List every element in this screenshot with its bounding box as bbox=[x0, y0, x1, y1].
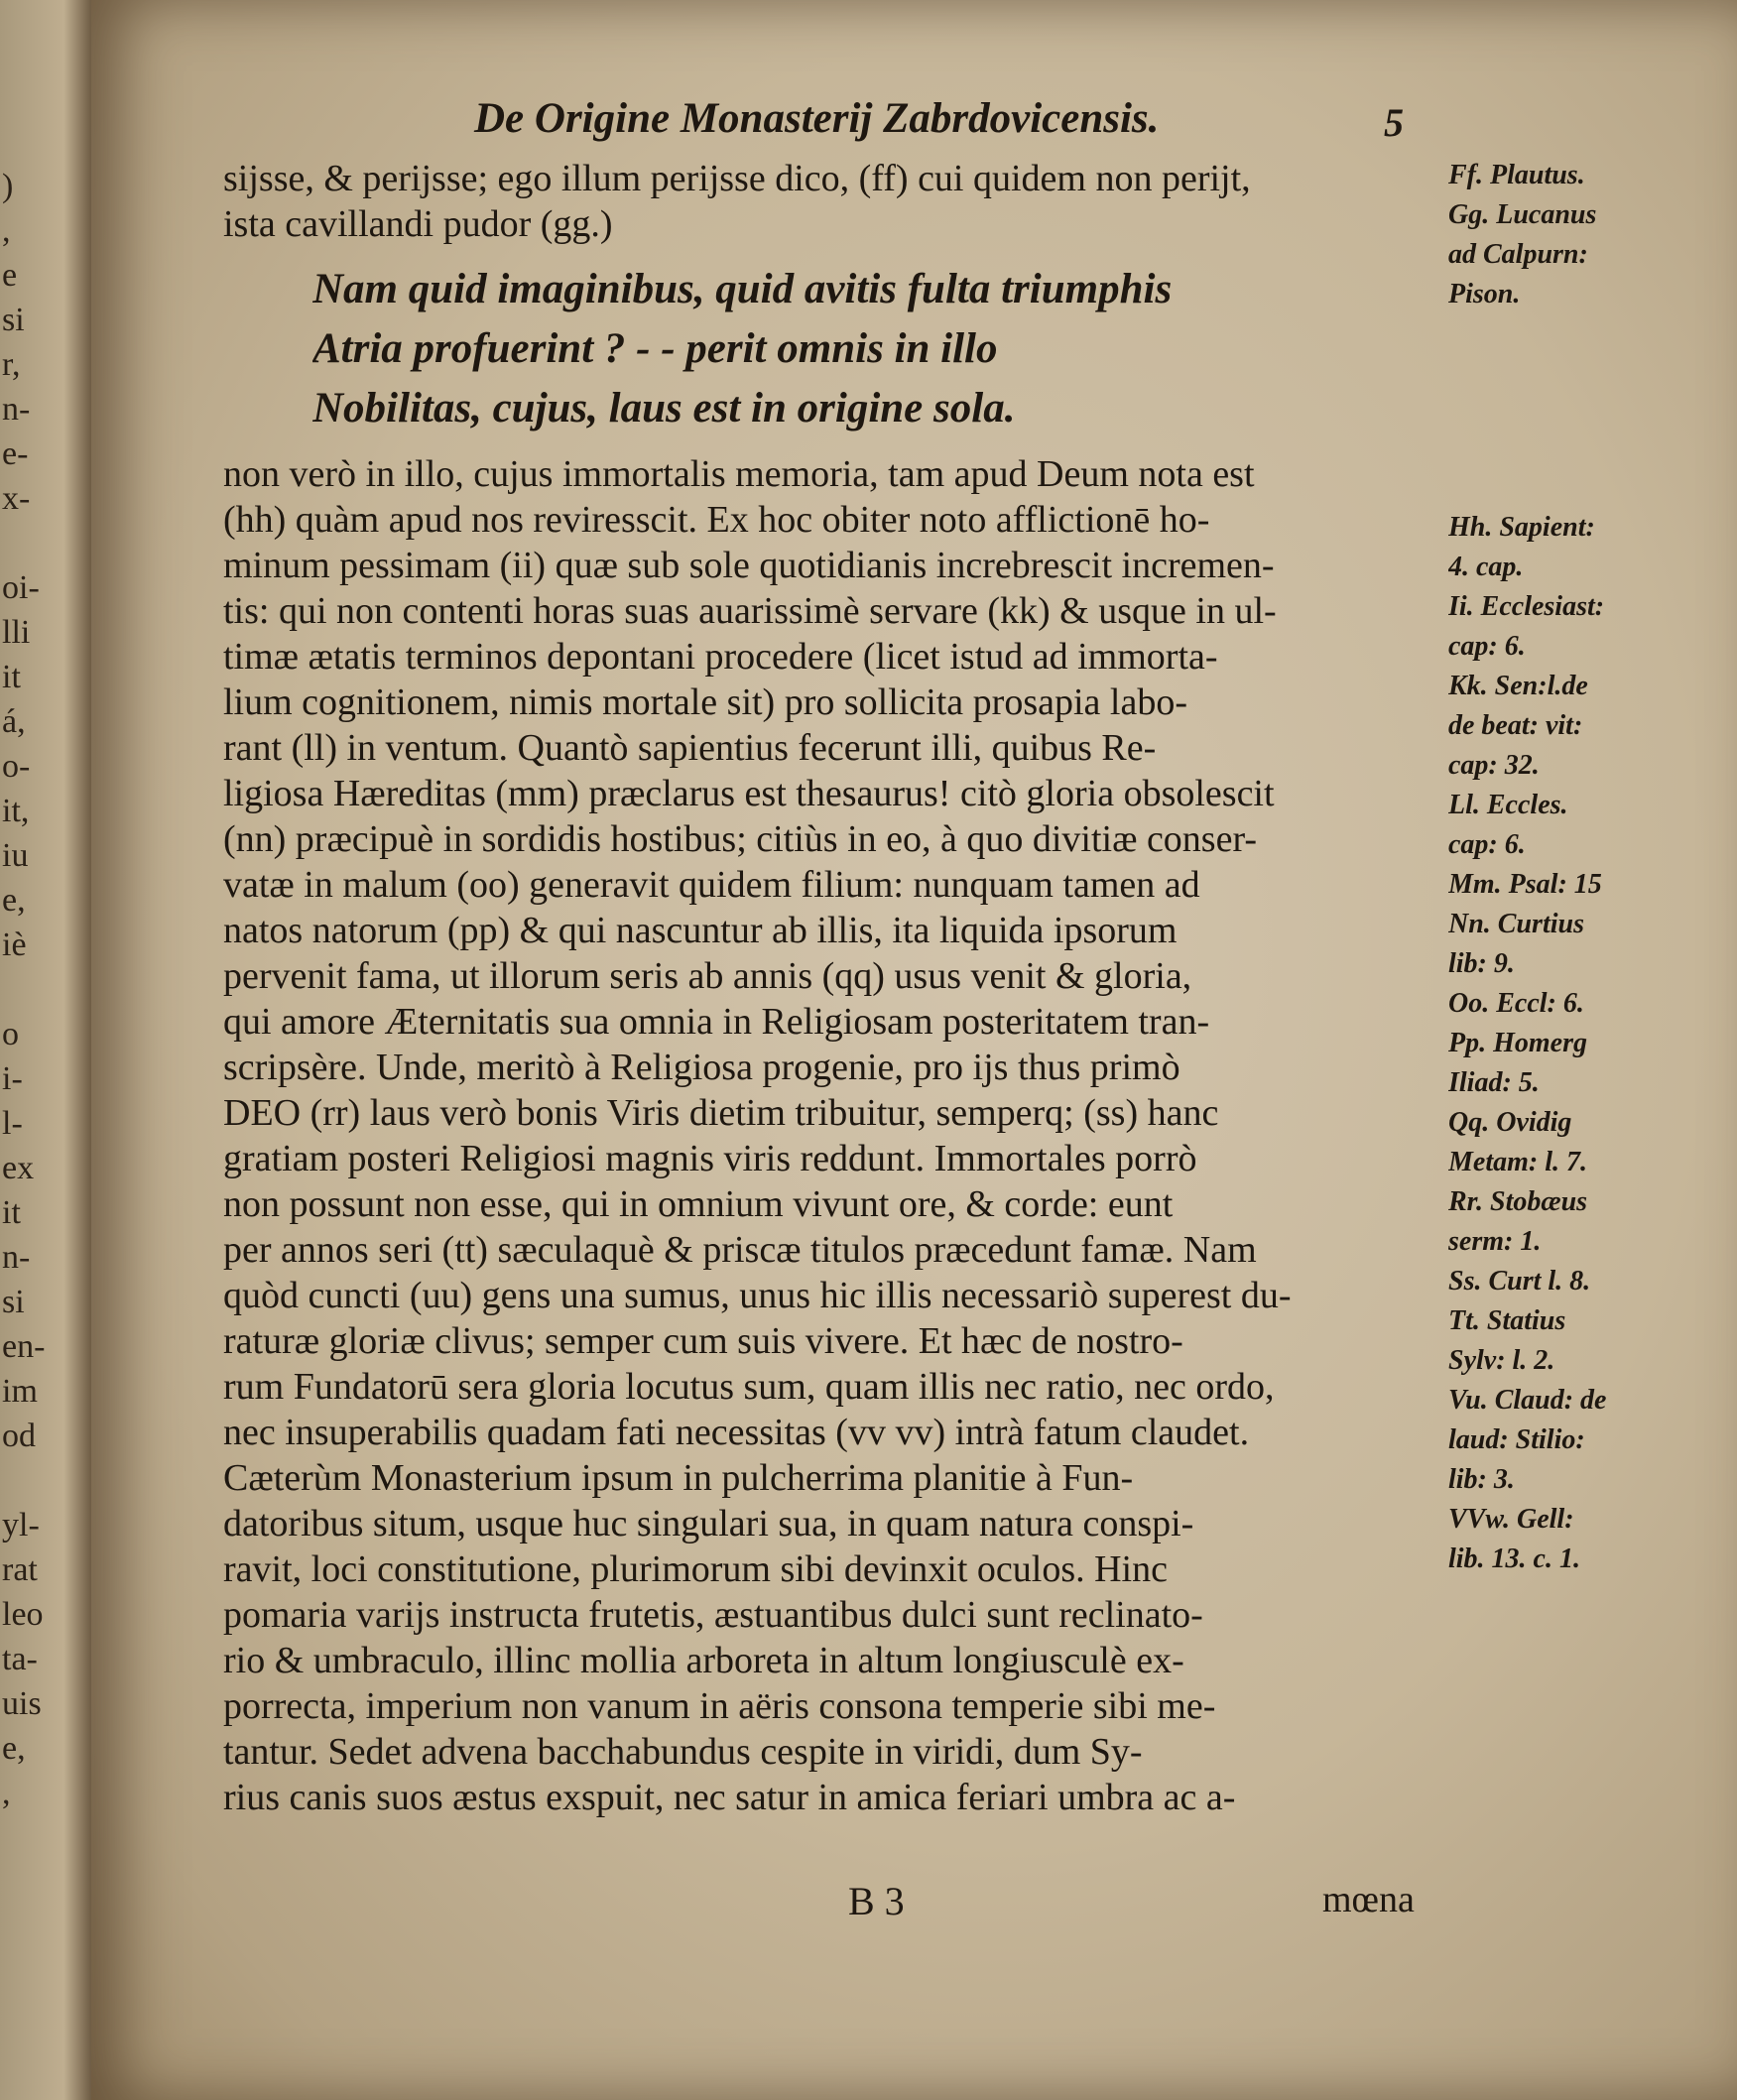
facing-page-fragment: o bbox=[2, 1016, 19, 1052]
text-line: tis: qui non contenti horas suas auarissimè servare (kk) & usque in ul- bbox=[223, 590, 1277, 632]
margin-note: Sylv: l. 2. bbox=[1448, 1345, 1555, 1376]
margin-note: Ii. Ecclesiast: bbox=[1448, 591, 1605, 622]
facing-page-fragment: it bbox=[2, 659, 21, 695]
text-line: gratiam posteri Religiosi magnis viris reddunt. Immortales porrò bbox=[223, 1138, 1197, 1179]
margin-note: ad Calpurn: bbox=[1448, 239, 1588, 270]
facing-page-fragment: ex bbox=[2, 1150, 35, 1186]
facing-page-fragment: e bbox=[2, 257, 18, 294]
text-line: rio & umbraculo, illinc mollia arboreta in altum longiusculè ex- bbox=[223, 1640, 1184, 1681]
facing-page-fragment: en- bbox=[2, 1328, 46, 1365]
signature-mark: B 3 bbox=[848, 1879, 905, 1923]
margin-note: Tt. Statius bbox=[1448, 1305, 1566, 1336]
margin-note: Qq. Ovidig bbox=[1448, 1107, 1572, 1138]
margin-notes-top bbox=[1448, 156, 1726, 314]
facing-page-fragment: ta- bbox=[2, 1641, 38, 1677]
text-line: raturæ gloriæ clivus; semper cum suis vivere. Et hæc de nostro- bbox=[223, 1320, 1183, 1362]
text-line: scripsère. Unde, meritò à Religiosa progenie, pro ijs thus primò bbox=[223, 1047, 1180, 1088]
margin-note: Iliad: 5. bbox=[1448, 1067, 1540, 1098]
verse-line: Nam quid imaginibus, quid avitis fulta triumphis bbox=[312, 266, 1173, 312]
margin-note: lib. 13. c. 1. bbox=[1448, 1544, 1580, 1574]
text-line: natos natorum (pp) & qui nascuntur ab illis, ita liquida ipsorum bbox=[223, 910, 1178, 951]
margin-note: Mm. Psal: 15 bbox=[1448, 869, 1602, 900]
text-line: timæ ætatis terminos depontani procedere (licet istud ad immorta- bbox=[223, 636, 1218, 678]
margin-note: Gg. Lucanus bbox=[1448, 199, 1597, 230]
facing-page-fragment: oi- bbox=[2, 569, 40, 606]
text-line: Cæterùm Monasterium ipsum in pulcherrima planitie à Fun- bbox=[223, 1457, 1134, 1499]
margin-note: laud: Stilio: bbox=[1448, 1424, 1585, 1455]
margin-note: de beat: vit: bbox=[1448, 710, 1583, 741]
facing-page-fragment: i- bbox=[2, 1060, 23, 1097]
facing-page-fragment: yl- bbox=[2, 1507, 40, 1544]
text-line: non possunt non esse, qui in omnium vivunt ore, & corde: eunt bbox=[223, 1183, 1174, 1225]
facing-page-fragment: leo bbox=[2, 1596, 44, 1633]
margin-notes bbox=[1448, 508, 1726, 1579]
margin-note: Pison. bbox=[1448, 279, 1521, 309]
facing-page-fragment: it, bbox=[2, 793, 30, 829]
facing-page-fragment: n- bbox=[2, 1239, 31, 1276]
text-line: rant (ll) in ventum. Quantò sapientius fecerunt illi, quibus Re- bbox=[223, 727, 1157, 769]
verse-quotation bbox=[312, 260, 1172, 438]
catchword: mœna bbox=[1322, 1879, 1415, 1920]
text-line: pervenit fama, ut illorum seris ab annis (qq) usus venit & gloria, bbox=[223, 955, 1192, 997]
facing-page-fragment: o- bbox=[2, 748, 31, 785]
text-line: pomaria varijs instructa frutetis, æstuantibus dulci sunt reclinato- bbox=[223, 1594, 1203, 1636]
margin-note: Metam: l. 7. bbox=[1448, 1147, 1587, 1177]
margin-note: cap: 32. bbox=[1448, 750, 1540, 781]
body-text-top bbox=[223, 156, 1438, 247]
facing-page-fragment: n- bbox=[2, 391, 31, 428]
margin-note: Rr. Stobæus bbox=[1448, 1186, 1588, 1217]
margin-note: Vu. Claud: de bbox=[1448, 1385, 1607, 1416]
facing-page-fragment: si bbox=[2, 302, 25, 338]
facing-page-fragment: uis bbox=[2, 1685, 42, 1722]
facing-page-fragment: , bbox=[2, 1775, 11, 1811]
text-line: datoribus situm, usque huc singulari sua, in quam natura conspi- bbox=[223, 1503, 1194, 1544]
text-line: lium cognitionem, nimis mortale sit) pro sollicita prosapia labo- bbox=[223, 681, 1187, 723]
text-line: minum pessimam (ii) quæ sub sole quotidianis increbrescit incremen- bbox=[223, 545, 1275, 586]
margin-note: Ff. Plautus. bbox=[1448, 160, 1585, 190]
text-line: ravit, loci constitutione, plurimorum sibi devinxit oculos. Hinc bbox=[223, 1548, 1168, 1590]
text-line: quòd cuncti (uu) gens una sumus, unus hic illis necessariò superest du- bbox=[223, 1275, 1292, 1316]
text-line: tantur. Sedet advena bacchabundus cespite in viridi, dum Sy- bbox=[223, 1731, 1143, 1773]
facing-page-fragment: si bbox=[2, 1284, 25, 1320]
text-line: ista cavillandi pudor (gg.) bbox=[223, 203, 613, 245]
margin-note: Kk. Sen:l.de bbox=[1448, 671, 1588, 701]
text-line: vatæ in malum (oo) generavit quidem filium: nunquam tamen ad bbox=[223, 864, 1200, 906]
facing-page-fragment: e, bbox=[2, 1730, 26, 1767]
margin-note: 4. cap. bbox=[1448, 552, 1524, 582]
text-line: porrecta, imperium non vanum in aëris consona temperie sibi me- bbox=[223, 1685, 1216, 1727]
facing-page-fragment: iu bbox=[2, 837, 29, 874]
facing-page-fragment: , bbox=[2, 212, 11, 249]
facing-page-fragment: e, bbox=[2, 882, 26, 919]
facing-page-fragment: ) bbox=[2, 168, 14, 204]
facing-page-fragment bbox=[2, 521, 48, 565]
margin-note: lib: 3. bbox=[1448, 1464, 1515, 1495]
facing-page-fragment: lli bbox=[2, 614, 31, 651]
text-line: per annos seri (tt) sæculaquè & priscæ titulos præcedunt famæ. Nam bbox=[223, 1229, 1257, 1271]
facing-page-fragment bbox=[2, 1458, 48, 1503]
text-line: DEO (rr) laus verò bonis Viris dietim tribuitur, semperq; (ss) hanc bbox=[223, 1092, 1219, 1134]
verse-line: Atria profuerint ? - - perit omnis in illo bbox=[312, 325, 998, 372]
facing-page-fragment: im bbox=[2, 1373, 38, 1410]
text-line: (nn) præcipuè in sordidis hostibus; citiùs in eo, à quo divitiæ conser- bbox=[223, 818, 1258, 860]
text-line: qui amore Æternitatis sua omnia in Religiosam posteritatem tran- bbox=[223, 1001, 1210, 1043]
margin-note: Hh. Sapient: bbox=[1448, 512, 1595, 543]
text-line: (hh) quàm apud nos reviresscit. Ex hoc obiter noto afflictionē ho- bbox=[223, 499, 1210, 541]
text-line: non verò in illo, cujus immortalis memoria, tam apud Deum nota est bbox=[223, 453, 1255, 495]
margin-note: Ss. Curt l. 8. bbox=[1448, 1266, 1591, 1297]
facing-page-fragment: x- bbox=[2, 480, 31, 517]
running-header: De Origine Monasterij Zabrdovicensis. bbox=[474, 95, 1160, 142]
facing-page-fragments bbox=[2, 164, 48, 1815]
verse-line: Nobilitas, cujus, laus est in origine sola. bbox=[312, 385, 1016, 432]
page-number: 5 bbox=[1384, 100, 1404, 145]
margin-note: cap: 6. bbox=[1448, 829, 1526, 860]
margin-note: Nn. Curtius bbox=[1448, 909, 1584, 939]
facing-page-fragment: rat bbox=[2, 1551, 38, 1588]
text-line: ligiosa Hæreditas (mm) præclarus est thesaurus! citò gloria obsolescit bbox=[223, 773, 1275, 814]
facing-page-fragment: e- bbox=[2, 435, 29, 472]
margin-note: serm: 1. bbox=[1448, 1226, 1542, 1257]
margin-note: Ll. Eccles. bbox=[1448, 790, 1568, 820]
facing-page-fragment bbox=[2, 967, 48, 1012]
text-line: rius canis suos æstus exspuit, nec satur in amica feriari umbra ac a- bbox=[223, 1777, 1236, 1818]
margin-note: Oo. Eccl: 6. bbox=[1448, 988, 1584, 1019]
text-line: sijsse, & perijsse; ego illum perijsse dico, (ff) cui quidem non perijt, bbox=[223, 158, 1251, 199]
text-line: nec insuperabilis quadam fati necessitas (vv vv) intrà fatum claudet. bbox=[223, 1412, 1250, 1453]
margin-note: cap: 6. bbox=[1448, 631, 1526, 662]
margin-note: lib: 9. bbox=[1448, 948, 1515, 979]
body-text-main bbox=[223, 451, 1438, 1820]
facing-page-edge bbox=[0, 0, 91, 2100]
facing-page-fragment: it bbox=[2, 1194, 21, 1231]
facing-page-fragment: l- bbox=[2, 1105, 23, 1142]
facing-page-fragment: od bbox=[2, 1418, 36, 1454]
facing-page-fragment: iè bbox=[2, 926, 27, 963]
text-line: rum Fundatorū sera gloria locutus sum, quam illis nec ratio, nec ordo, bbox=[223, 1366, 1275, 1408]
margin-note: Pp. Homerg bbox=[1448, 1028, 1587, 1058]
margin-note: VVw. Gell: bbox=[1448, 1504, 1574, 1535]
facing-page-fragment: r, bbox=[2, 346, 21, 383]
facing-page-fragment: á, bbox=[2, 703, 26, 740]
